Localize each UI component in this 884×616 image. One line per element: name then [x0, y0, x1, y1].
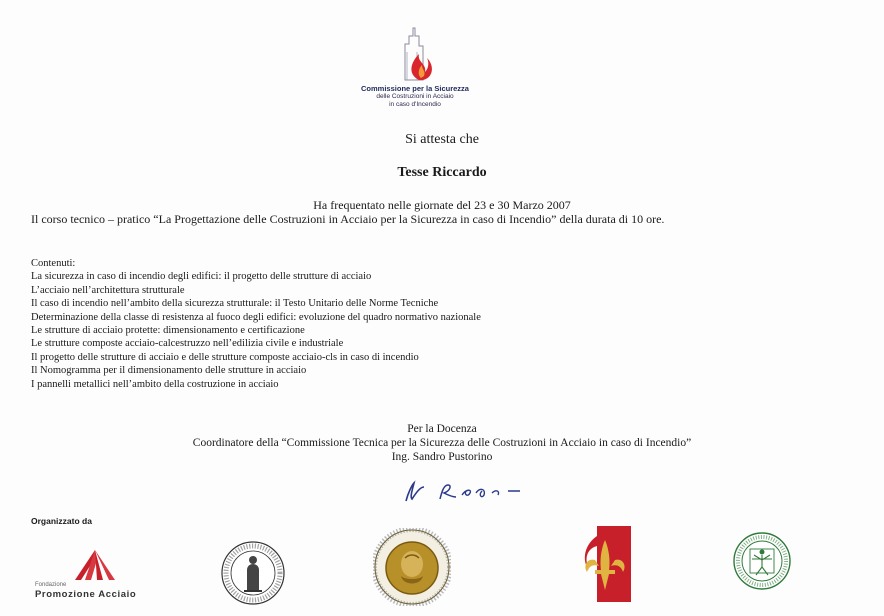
list-item: La sicurezza in caso di incendio degli edifici: il progetto delle strutture di acciaio — [31, 271, 372, 283]
list-item: Determinazione della classe di resistenza al fuoco degli edifici: evoluzione del quadro normativo nazionale — [31, 311, 481, 323]
commission-logo — [340, 22, 490, 109]
signer-name: Ing. Sandro Pustorino — [391, 451, 493, 463]
logo-subtitle-2: in caso d'Incendio — [389, 101, 441, 108]
medallion-icon — [373, 528, 451, 606]
vitruvian-seal — [732, 531, 792, 596]
sponsor1-name: Promozione Acciaio — [35, 589, 137, 600]
sponsor1-small: Fondazione — [35, 582, 67, 588]
attest-text: Si attesta che — [405, 132, 479, 147]
list-item: L’acciaio nell’architettura strutturale — [31, 284, 185, 296]
contents-list — [31, 257, 481, 391]
logo-title: Commissione per la Sicurezza — [361, 84, 469, 93]
list-item: Il Nomogramma per il dimensionamento delle strutture in acciaio — [31, 365, 307, 377]
list-item: I pannelli metallici nell’ambito della costruzione in acciaio — [31, 378, 279, 390]
signature-block — [0, 422, 884, 464]
organized-by-label: Organizzato da — [31, 516, 92, 526]
list-item: Le strutture di acciaio protette: dimensionamento e certificazione — [31, 325, 305, 337]
building-flame-icon — [393, 22, 437, 82]
university-seal-icon — [220, 540, 286, 606]
list-item: Il progetto delle strutture di acciaio e delle strutture composte acciaio-cls in caso di incendio — [31, 351, 419, 363]
promo-triangle-icon — [65, 548, 125, 582]
coordinator-title: Coordinatore della “Commissione Tecnica per la Sicurezza delle Costruzioni in Acciaio in caso di Incendio” — [192, 437, 692, 449]
university-seal — [220, 540, 286, 611]
contents-heading: Contenuti: — [31, 258, 76, 269]
handwritten-signature — [400, 475, 530, 507]
vitruvian-seal-icon — [732, 531, 792, 591]
course-description: Il corso tecnico – pratico “La Progettazione delle Costruzioni in Acciaio per la Sicurezza in caso di Incendio” della durata di 10 ore. — [31, 212, 665, 226]
vigili-del-fuoco-emblem — [575, 526, 633, 609]
list-item: Il caso di incendio nell’ambito della sicurezza strutturale: il Testo Unitario delle Norme Tecniche — [31, 298, 439, 310]
ordine-ingegneri-medallion — [373, 528, 451, 611]
list-item: Le strutture composte acciaio-calcestruzzo nell’edilizia civile e industriale — [31, 338, 344, 350]
logo-subtitle-1: delle Costruzioni in Acciaio — [376, 93, 454, 100]
fleur-de-lis-flag-icon — [575, 526, 633, 604]
recipient-name: Tesse Riccardo — [397, 165, 487, 180]
attendance-text: Ha frequentato nelle giornate del 23 e 30 Marzo 2007 — [313, 198, 571, 212]
docenza-label: Per la Docenza — [407, 423, 477, 435]
